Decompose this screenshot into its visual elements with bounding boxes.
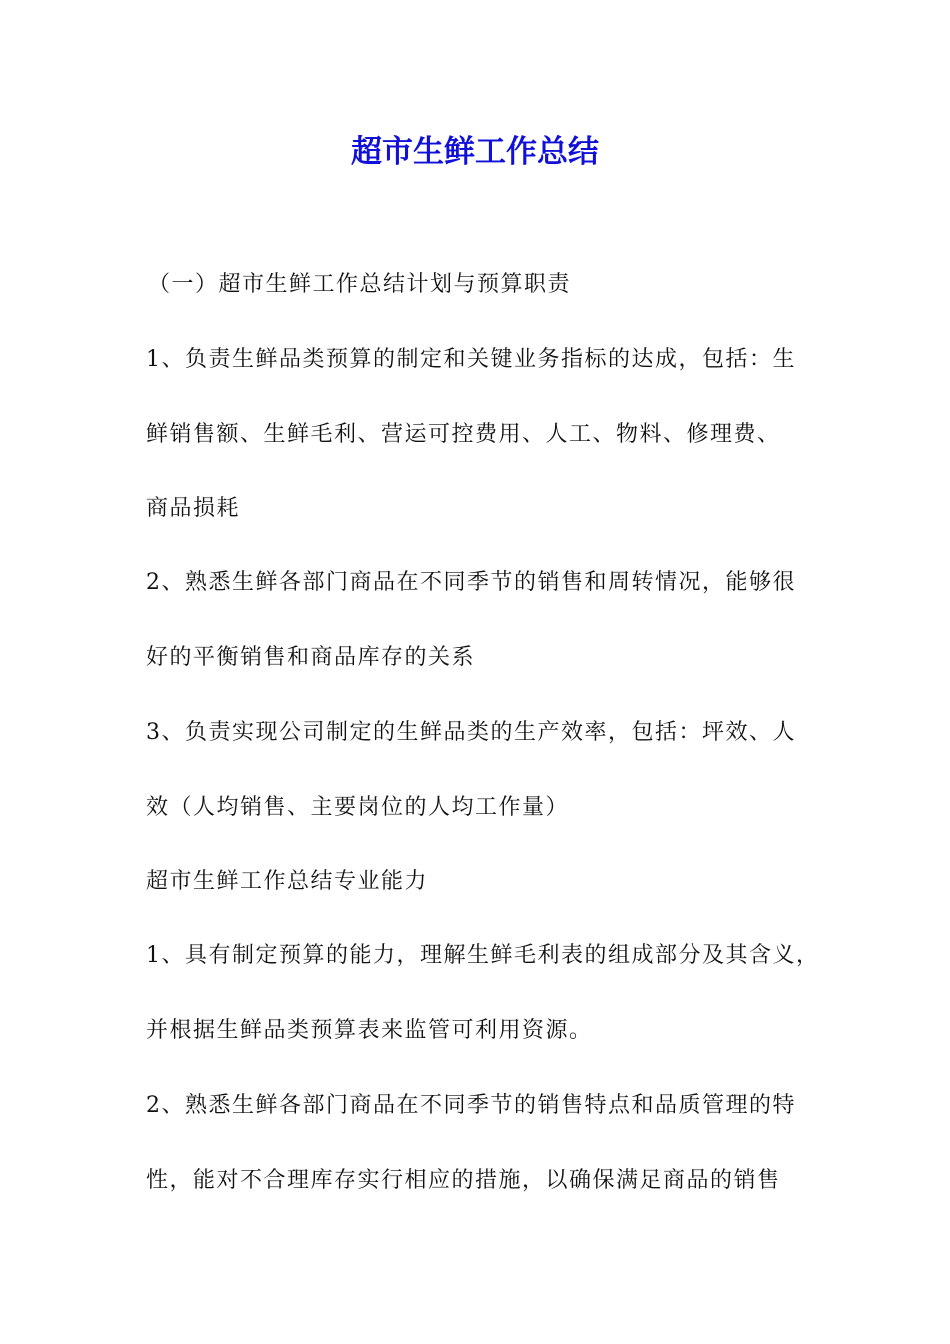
paragraph-line: 3、负责实现公司制定的生鲜品类的生产效率，包括：坪效、人 — [146, 720, 796, 745]
paragraph-line: 并根据生鲜品类预算表来监管可利用资源。 — [146, 1018, 593, 1043]
section-heading-plan-budget: （一）超市生鲜工作总结计划与预算职责 — [148, 272, 572, 297]
paragraph-line: 鲜销售额、生鲜毛利、营运可控费用、人工、物料、修理费、 — [146, 422, 781, 447]
paragraph-line: 1、负责生鲜品类预算的制定和关键业务指标的达成，包括：生 — [146, 347, 796, 372]
paragraph-line: 1、具有制定预算的能力，理解生鲜毛利表的组成部分及其含义， — [146, 943, 820, 968]
paragraph-line: 效（人均销售、主要岗位的人均工作量） — [146, 795, 570, 820]
paragraph-line: 好的平衡销售和商品库存的关系 — [146, 645, 476, 670]
paragraph-line: 2、熟悉生鲜各部门商品在不同季节的销售特点和品质管理的特 — [146, 1093, 796, 1118]
paragraph-line: 2、熟悉生鲜各部门商品在不同季节的销售和周转情况，能够很 — [146, 570, 796, 595]
section-heading-professional-ability: 超市生鲜工作总结专业能力 — [146, 869, 429, 894]
paragraph-line: 商品损耗 — [146, 496, 241, 521]
paragraph-line: 性，能对不合理库存实行相应的措施，以确保满足商品的销售 — [146, 1168, 781, 1193]
document-title: 超市生鲜工作总结 — [351, 134, 599, 170]
